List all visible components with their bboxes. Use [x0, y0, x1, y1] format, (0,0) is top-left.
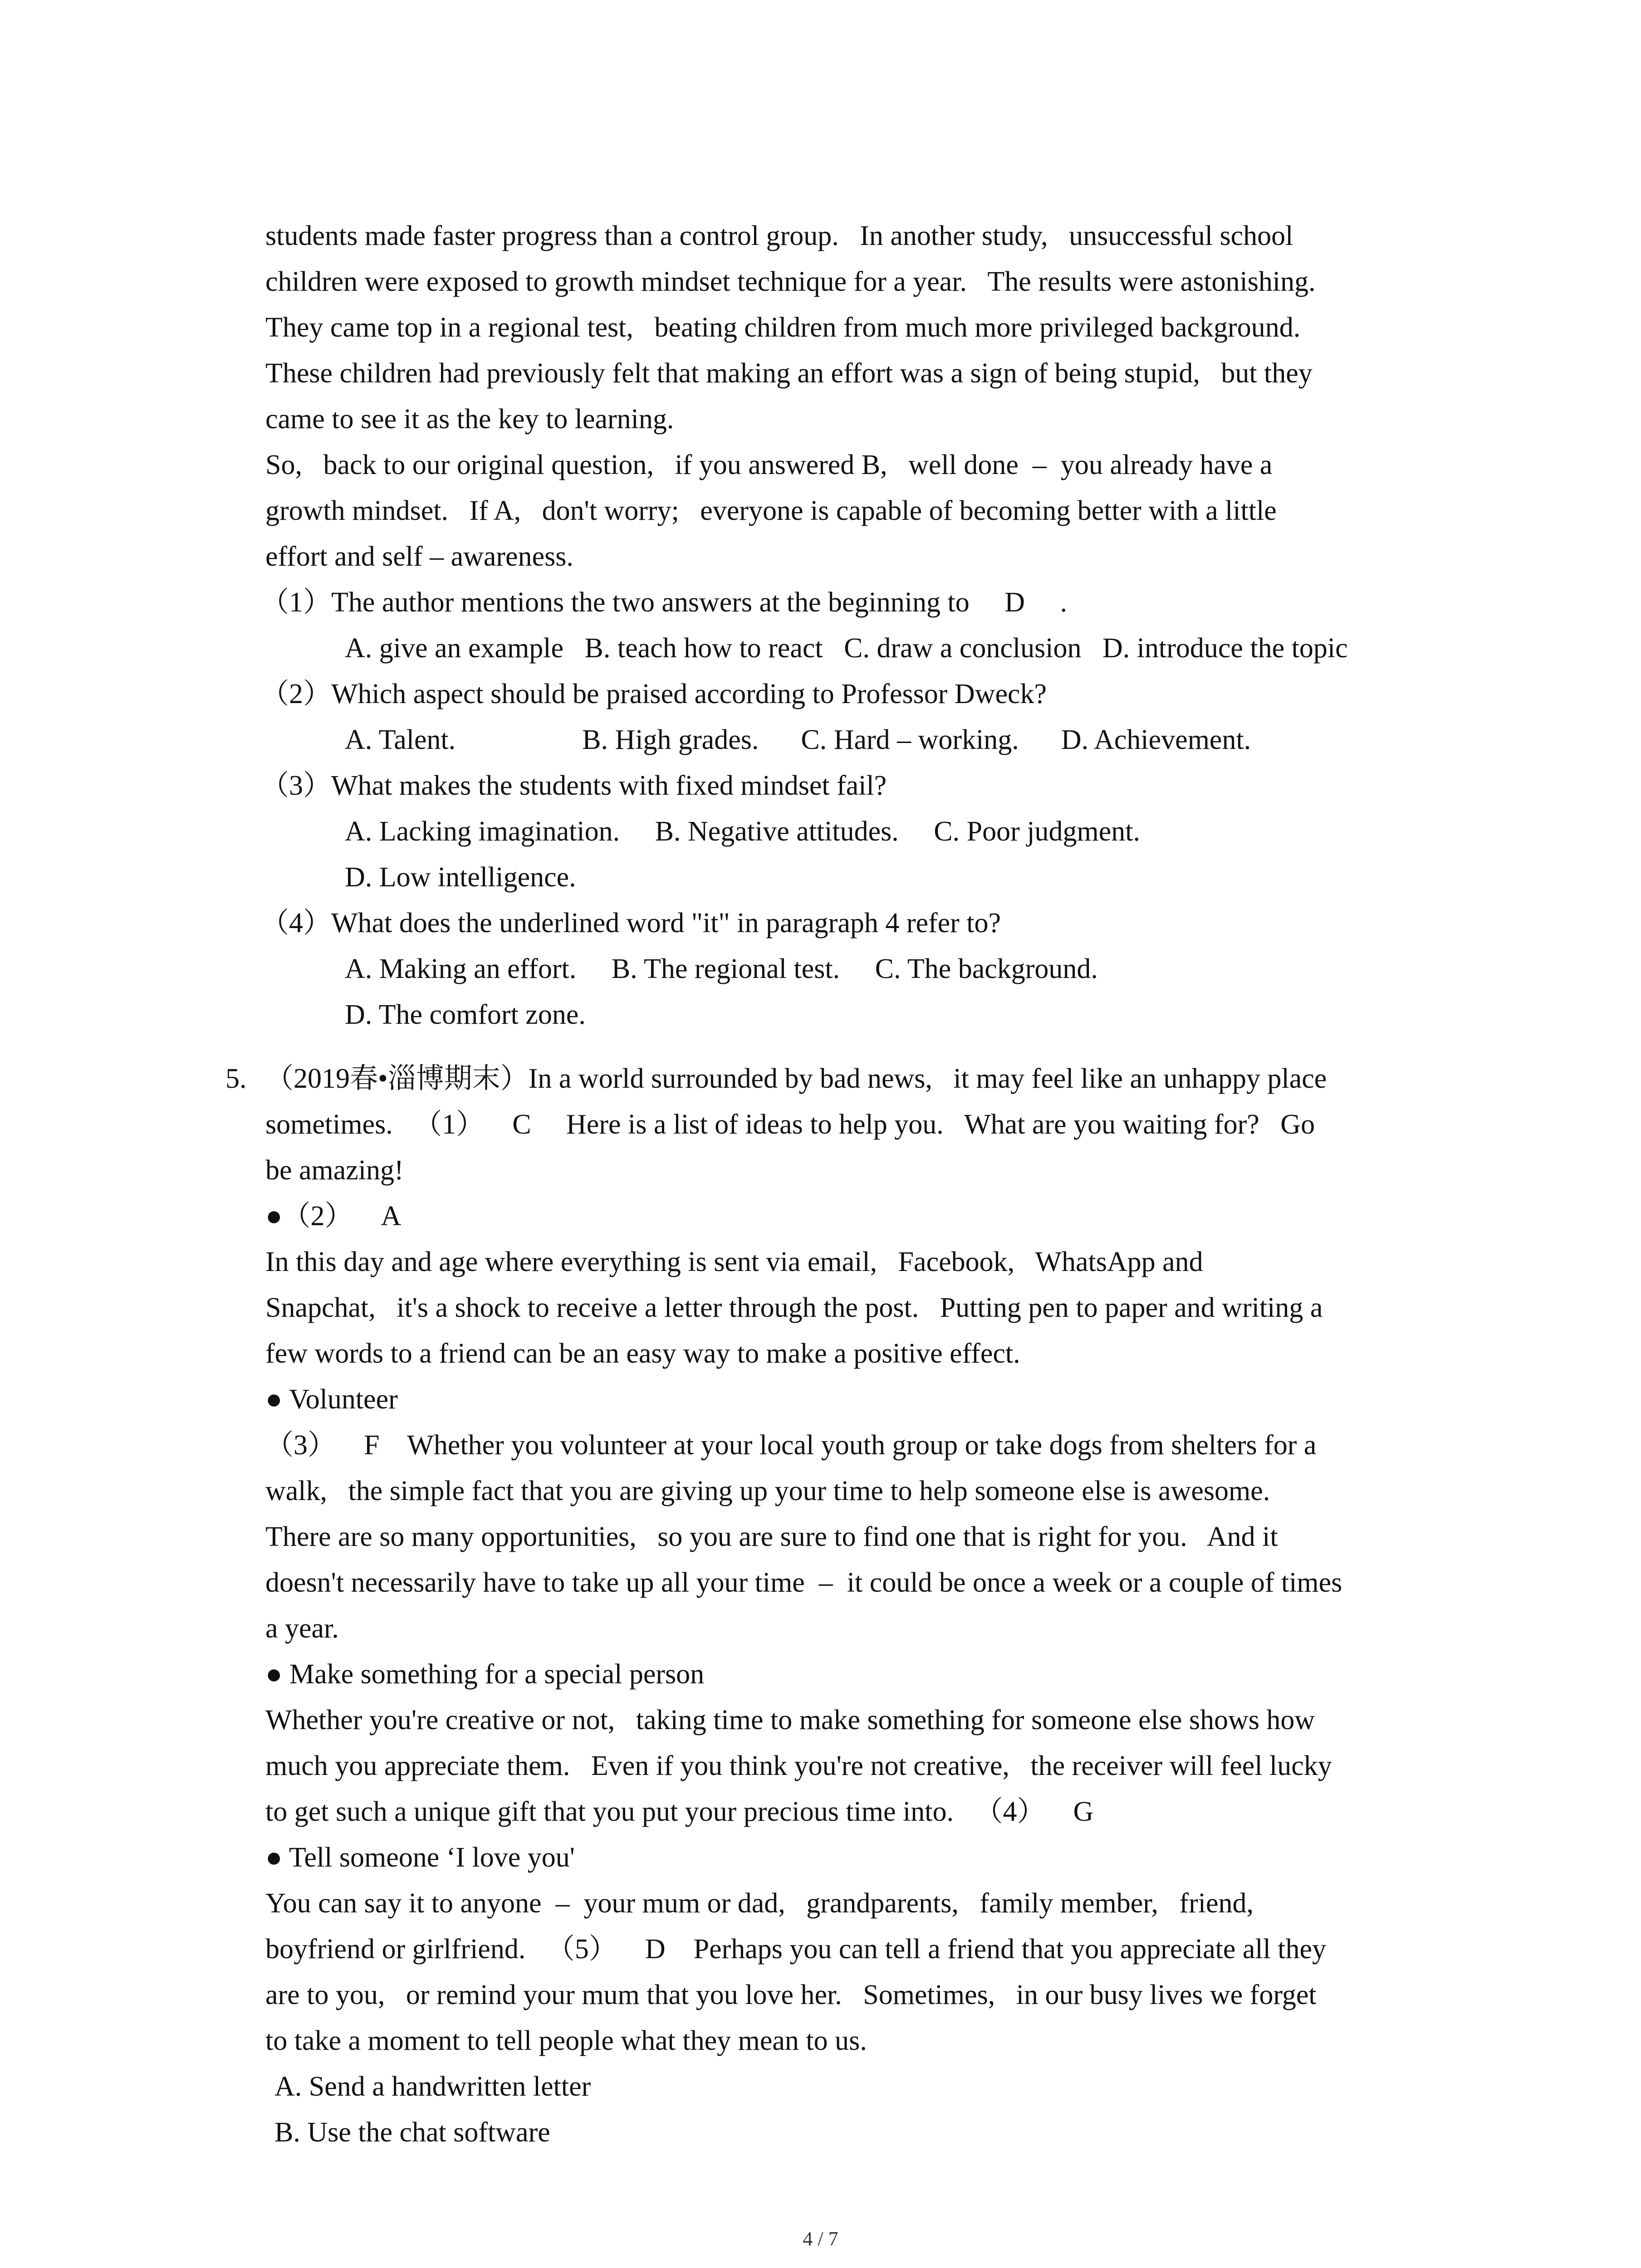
passage-5-body: [225, 1056, 1454, 2156]
passage-line: children were exposed to growth mindset technique for a year. The results were astonishing.: [265, 266, 1316, 297]
passage-line: In this day and age where everything is sent via email, Facebook, WhatsApp and: [265, 1246, 1203, 1277]
passage-line: ● Tell someone ‘I love you': [265, 1842, 575, 1873]
passage-line: students made faster progress than a control group. In another study, unsuccessful school: [265, 220, 1293, 251]
option-a: A. Send a handwritten letter: [274, 2071, 591, 2102]
question-4-stem: （4）What does the underlined word "it" in paragraph 4 refer to?: [261, 908, 1001, 938]
passage-line: to take a moment to tell people what they mean to us.: [265, 2025, 867, 2056]
question-3-options: A. Lacking imagination. B. Negative attitudes. C. Poor judgment.: [345, 816, 1140, 847]
page-number: 4 / 7: [803, 2228, 838, 2250]
question-4-options: A. Making an effort. B. The regional test. C. The background.: [345, 953, 1098, 984]
passage-line: （3） F Whether you volunteer at your local youth group or take dogs from shelters for a: [265, 1430, 1317, 1461]
passage-line: boyfriend or girlfriend. （5） D Perhaps you can tell a friend that you appreciate all they: [265, 1934, 1327, 1965]
passage-line: growth mindset. If A, don't worry; everyone is capable of becoming better with a little: [265, 495, 1277, 526]
question-number: 5.: [225, 1063, 247, 1094]
passage-line: ●（2） A: [265, 1201, 402, 1232]
passage-4-body: [265, 213, 1454, 580]
passage-line: （2019春•淄博期末）In a world surrounded by bad news, it may feel like an unhappy place: [265, 1063, 1327, 1094]
question-1-stem: （1）The author mentions the two answers at the beginning to D .: [261, 587, 1068, 618]
passage-line: ● Volunteer: [265, 1384, 398, 1415]
passage-line: to get such a unique gift that you put your precious time into. （4） G: [265, 1796, 1094, 1827]
question-3-options: D. Low intelligence.: [345, 862, 576, 893]
passage-line: much you appreciate them. Even if you think you're not creative, the receiver will feel lucky: [265, 1750, 1332, 1781]
passage-line: Snapchat, it's a shock to receive a letter through the post. Putting pen to paper and writing a: [265, 1292, 1323, 1323]
option-b: B. Use the chat software: [274, 2117, 550, 2148]
passage-line: They came top in a regional test, beating children from much more privileged background.: [265, 312, 1301, 343]
passage-line: ● Make something for a special person: [265, 1659, 705, 1690]
passage-line: doesn't necessarily have to take up all your time – it could be once a week or a couple of times: [265, 1567, 1342, 1598]
passage-line: There are so many opportunities, so you are sure to find one that is right for you. And it: [265, 1521, 1278, 1552]
passage-line: sometimes. （1） C Here is a list of ideas to help you. What are you waiting for? Go: [265, 1109, 1315, 1140]
passage-4-questions: [261, 580, 1454, 1038]
page-content: [225, 213, 1454, 2156]
passage-line: You can say it to anyone – your mum or dad, grandparents, family member, friend,: [265, 1888, 1254, 1919]
passage-line: a year.: [265, 1613, 339, 1644]
passage-line: be amazing!: [265, 1155, 404, 1186]
question-2-options: A. Talent. B. High grades. C. Hard – working. D. Achievement.: [345, 724, 1251, 755]
section-gap: [265, 1038, 1454, 1056]
passage-line: walk, the simple fact that you are giving up your time to help someone else is awesome.: [265, 1476, 1270, 1506]
passage-line: are to you, or remind your mum that you love her. Sometimes, in our busy lives we forget: [265, 1980, 1317, 2010]
passage-line: So, back to our original question, if you answered B, well done – you already have a: [265, 450, 1273, 480]
question-2-stem: （2）Which aspect should be praised according to Professor Dweck?: [261, 679, 1047, 709]
passage-line: few words to a friend can be an easy way to make a positive effect.: [265, 1338, 1020, 1369]
question-4-options: D. The comfort zone.: [345, 999, 586, 1030]
question-1-options: A. give an example B. teach how to react C. draw a conclusion D. introduce the topic: [345, 633, 1348, 664]
question-3-stem: （3）What makes the students with fixed mindset fail?: [261, 770, 887, 801]
passage-line: came to see it as the key to learning.: [265, 404, 674, 435]
passage-line: These children had previously felt that making an effort was a sign of being stupid, but they: [265, 358, 1313, 389]
passage-line: Whether you're creative or not, taking time to make something for someone else shows how: [265, 1705, 1315, 1735]
passage-line: effort and self – awareness.: [265, 541, 573, 572]
